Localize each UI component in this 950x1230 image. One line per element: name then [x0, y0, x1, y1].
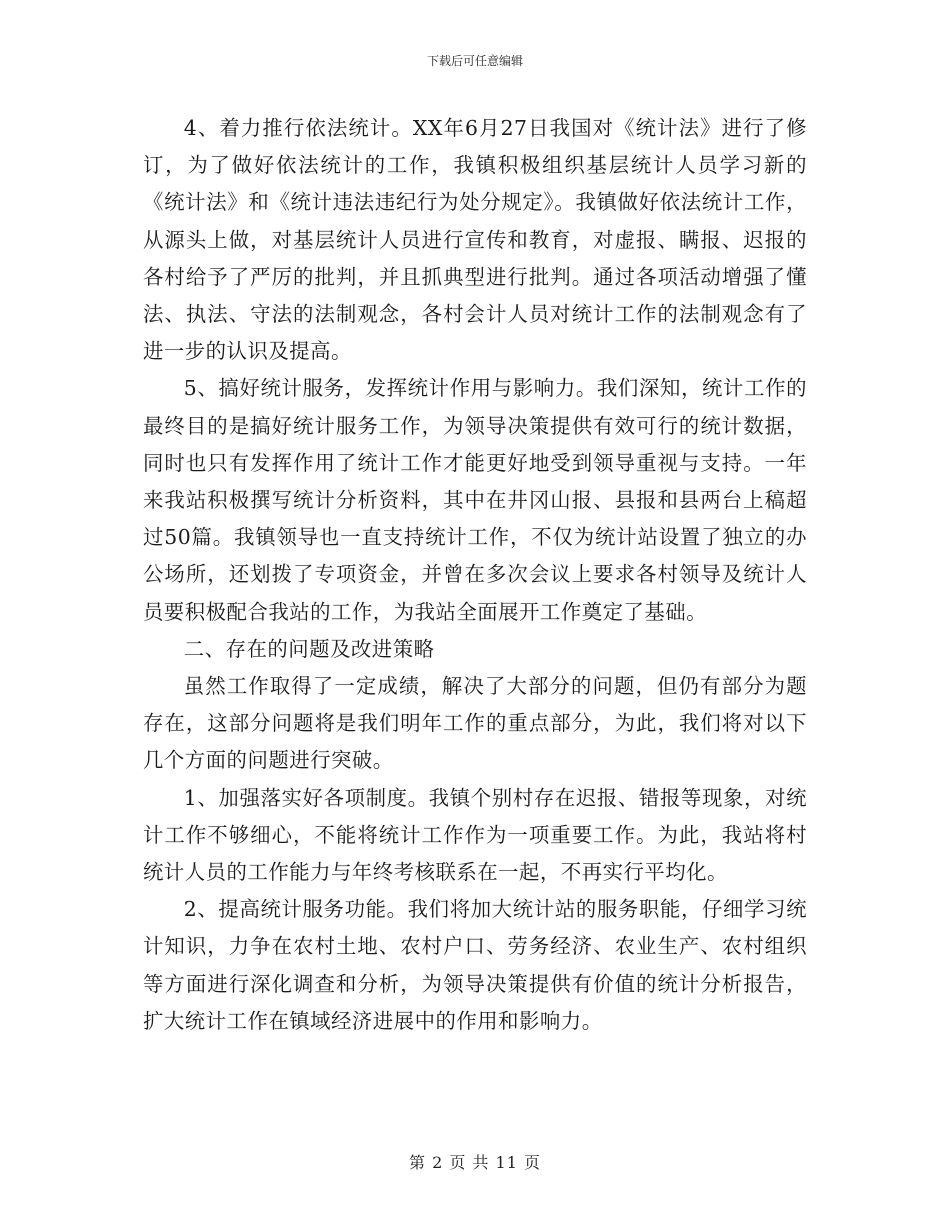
- section-heading-problems: 二、存在的问题及改进策略: [183, 636, 435, 661]
- page-header-note: 下载后可任意编辑: [426, 54, 523, 68]
- paragraph-statistics-service: 5、搞好统计服务，发挥统计作用与影响力。我们深知，统计工作的最终目的是搞好统计服务工作，为领导决策提供有效可行的统计数据，同时也只有发挥作用了统计工作才能更好地受到领导重视与支持。一年来我站积极撰写统计分析资料，其中在井冈山报、县报和县两台上稿超过50篇。我镇领导也一直支持统计工作，不仅为统计站设置了独立的办公场所，还划拨了专项资金，并曾在多次会议上要求各村领导及统计人员要积极配合我站的工作，为我站全面展开工作奠定了基础。: [143, 376, 807, 624]
- page-number-label: 第 2 页 共 11 页: [409, 1153, 541, 1172]
- paragraph-improve-service: 2、提高统计服务功能。我们将加大统计站的服务职能，仔细学习统计知识，力争在农村土地、农村户口、劳务经济、农业生产、农村组织等方面进行深化调查和分析，为领导决策提供有价值的统计分析报告，扩大统计工作在镇域经济进展中的作用和影响力。: [143, 897, 807, 1033]
- document-body: [143, 110, 807, 1040]
- paragraph-legal-statistics: 4、着力推行依法统计。XX年6月27日我国对《统计法》进行了修订，为了做好依法统计的工作，我镇积极组织基层统计人员学习新的《统计法》和《统计违法违纪行为处分规定》。我镇做好依法统计工作，从源头上做，对基层统计人员进行宣传和教育，对虚报、瞒报、迟报的各村给予了严厉的批判，并且抓典型进行批判。通过各项活动增强了懂法、执法、守法的法制观念，各村会计人员对统计工作的法制观念有了进一步的认识及提高。: [143, 116, 807, 364]
- page-number-footer: [0, 1152, 950, 1174]
- paragraph-strengthen-systems: 1、加强落实好各项制度。我镇个别村存在迟报、错报等现象，对统计工作不够细心，不能将统计工作作为一项重要工作。为此，我站将村统计人员的工作能力与年终考核联系在一起，不再实行平均化。: [143, 785, 807, 885]
- paragraph-problems-intro: 虽然工作取得了一定成绩，解决了大部分的问题，但仍有部分为题存在，这部分问题将是我们明年工作的重点部分，为此，我们将对以下几个方面的问题进行突破。: [143, 674, 807, 773]
